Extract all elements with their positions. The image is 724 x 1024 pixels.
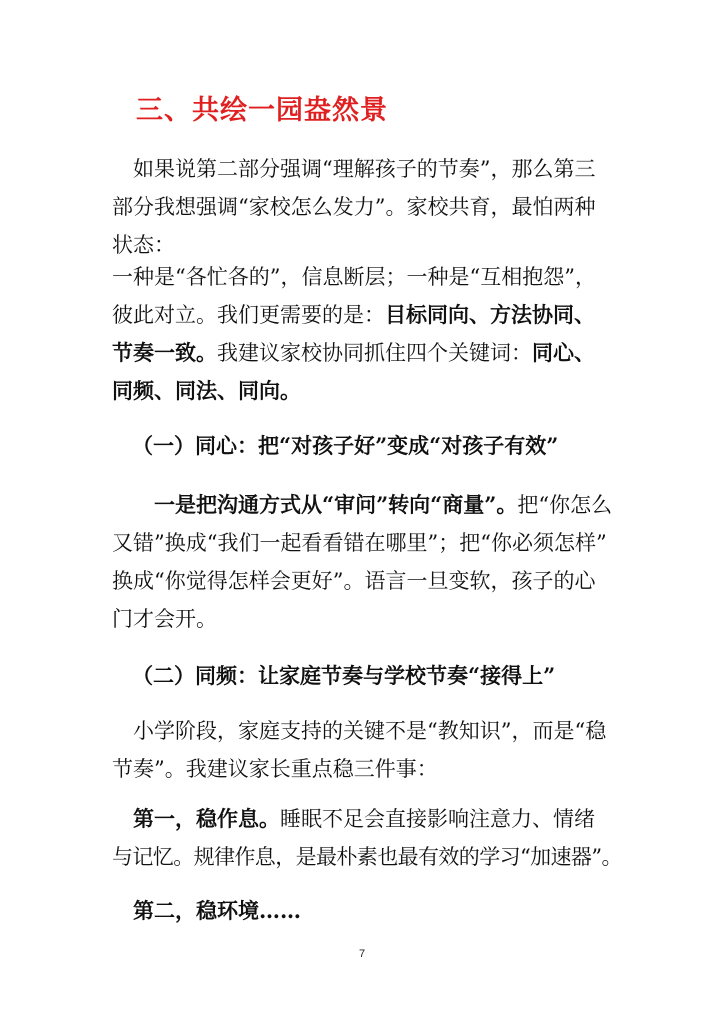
paragraph-intro	[112, 150, 612, 264]
paragraph-line: 与记忆。规律作息，是最朴素也最有效的学习“加速器”。	[112, 845, 622, 869]
paragraph-line	[112, 800, 612, 838]
paragraph-line: 状态：	[112, 233, 175, 257]
paragraph-line: 门才会开。	[112, 607, 217, 631]
text-normal: 彼此对立。我们更需要的是：	[112, 303, 385, 327]
text-bold: 同心、	[532, 340, 595, 365]
paragraph-communication	[112, 486, 612, 638]
paragraph-line: 小学阶段，家庭支持的关键不是“教知识”，而是“稳	[133, 719, 607, 743]
paragraph-line	[112, 296, 612, 334]
paragraph-line: 如果说第二部分强调“理解孩子的节奏”，那么第三	[133, 157, 596, 181]
paragraph-line: 同频、同法、同向。	[112, 378, 301, 403]
text-bold: 节奏一致。	[112, 340, 217, 365]
paragraph-line	[112, 486, 612, 524]
section-title: 三、共绘一园盎然景	[136, 95, 388, 126]
text-bold: 一是把沟通方式从“审问”转向“商量”。	[154, 492, 518, 517]
paragraph-line: 又错”换成“我们一起看看错在哪里”；把“你必须怎样”	[112, 531, 607, 555]
paragraph-states	[112, 258, 612, 410]
paragraph-line: 第二，稳环境……	[133, 898, 301, 923]
page-number: 7	[358, 948, 366, 960]
paragraph-environment	[112, 892, 612, 930]
subheading-same-heart: （一）同心：把“对孩子好”变成“对孩子有效”	[132, 433, 559, 458]
paragraph-line: 部分我想强调“家校怎么发力”。家校共育，最怕两种	[112, 195, 596, 219]
paragraph-line: 一种是“各忙各的”，信息断层；一种是“互相抱怨”，	[112, 265, 596, 289]
text-bold: 第一，稳作息。	[133, 806, 280, 831]
text-normal: 把“你怎么	[517, 493, 613, 517]
text-bold: 目标同向、方法协同、	[385, 302, 595, 327]
paragraph-line: 节奏”。我建议家长重点稳三件事：	[112, 757, 438, 781]
paragraph-line: 换成“你觉得怎样会更好”。语言一旦变软，孩子的心	[112, 569, 596, 593]
text-normal: 睡眠不足会直接影响注意力、情绪	[280, 807, 595, 831]
text-normal: 我建议家校协同抓住四个关键词：	[217, 341, 532, 365]
paragraph-rhythm	[112, 712, 612, 788]
paragraph-schedule	[112, 800, 622, 876]
paragraph-line	[112, 334, 612, 372]
subheading-same-rhythm: （二）同频：让家庭节奏与学校节奏“接得上”	[132, 663, 556, 688]
